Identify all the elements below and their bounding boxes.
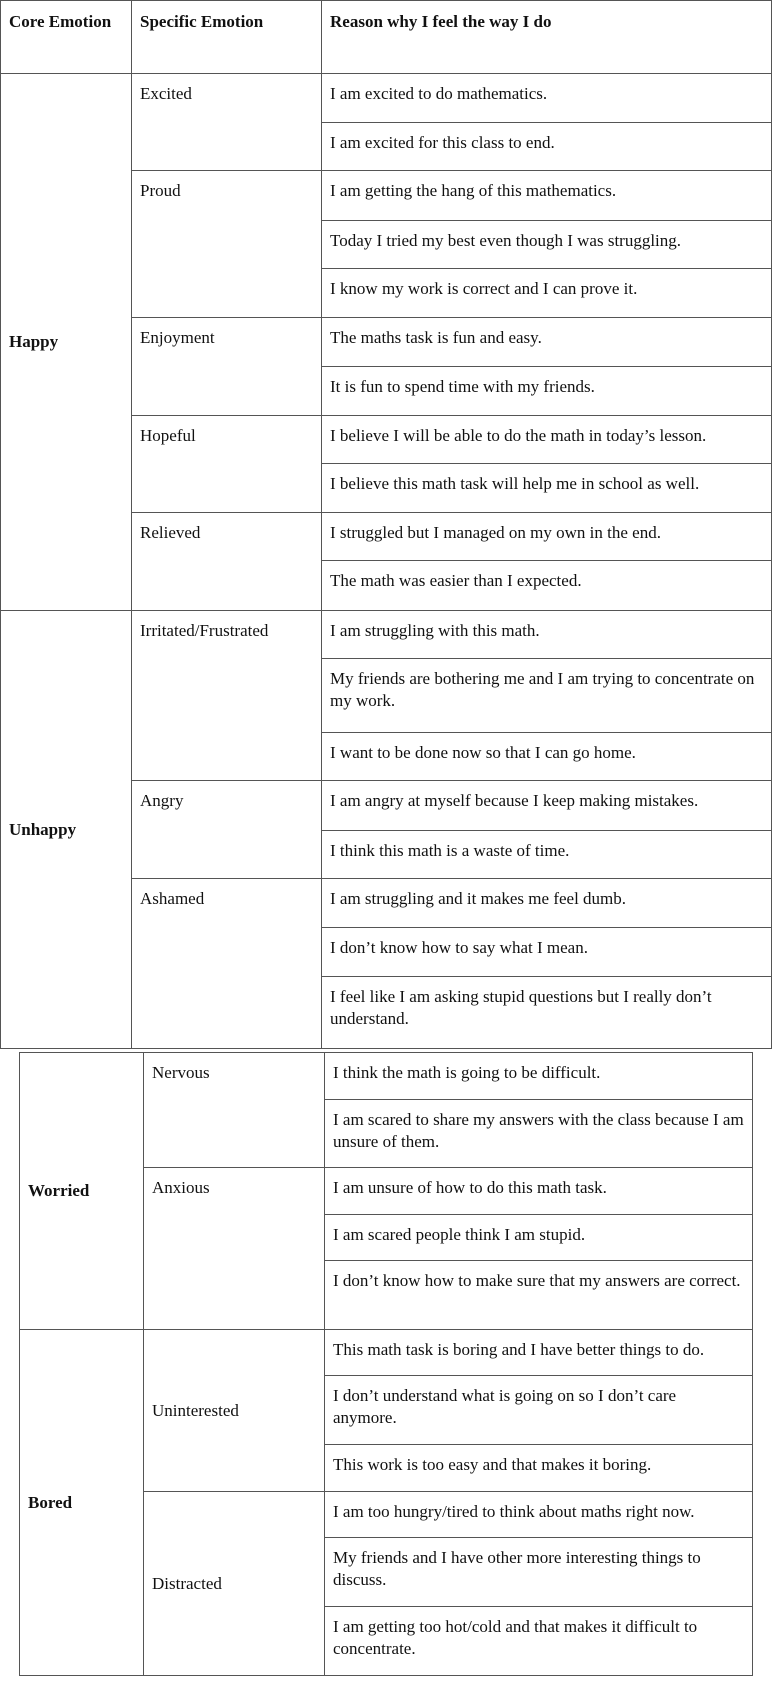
reason-cell: I am scared people think I am stupid. xyxy=(325,1215,753,1261)
reason-cell: I believe this math task will help me in school as well. xyxy=(322,464,772,513)
reason-cell: I am getting too hot/cold and that makes it difficult to concentrate. xyxy=(325,1607,753,1676)
core-emotion-cell: Worried xyxy=(20,1053,144,1330)
reason-cell: I believe I will be able to do the math in today’s lesson. xyxy=(322,416,772,464)
emotions-table-part-2 xyxy=(19,1052,753,1676)
specific-emotion-cell: Uninterested xyxy=(144,1330,325,1492)
header-row xyxy=(1,1,772,74)
specific-emotion-cell: Hopeful xyxy=(132,416,322,513)
reason-cell: I am getting the hang of this mathematics. xyxy=(322,171,772,221)
reason-cell: I am unsure of how to do this math task. xyxy=(325,1168,753,1215)
reason-cell: I know my work is correct and I can prove it. xyxy=(322,269,772,318)
specific-emotion-cell: Nervous xyxy=(144,1053,325,1168)
reason-cell: I am scared to share my answers with the class because I am unsure of them. xyxy=(325,1100,753,1168)
reason-cell: The maths task is fun and easy. xyxy=(322,318,772,367)
header-specific-emotion: Specific Emotion xyxy=(132,1,322,74)
reason-cell: I am excited for this class to end. xyxy=(322,123,772,171)
reason-cell: I don’t know how to say what I mean. xyxy=(322,928,772,977)
reason-cell: I think this math is a waste of time. xyxy=(322,831,772,879)
reason-cell: I struggled but I managed on my own in the end. xyxy=(322,513,772,561)
reason-cell: It is fun to spend time with my friends. xyxy=(322,367,772,416)
reason-cell: My friends are bothering me and I am trying to concentrate on my work. xyxy=(322,659,772,733)
reason-cell: I am struggling with this math. xyxy=(322,611,772,659)
specific-emotion-cell: Enjoyment xyxy=(132,318,322,416)
specific-emotion-cell: Irritated/Frustrated xyxy=(132,611,322,781)
header-reason: Reason why I feel the way I do xyxy=(322,1,772,74)
reason-cell: This math task is boring and I have better things to do. xyxy=(325,1330,753,1376)
reason-cell: I don’t understand what is going on so I don’t care anymore. xyxy=(325,1376,753,1445)
reason-cell: I don’t know how to make sure that my answers are correct. xyxy=(325,1261,753,1330)
core-emotion-cell: Happy xyxy=(1,74,132,611)
reason-cell: Today I tried my best even though I was struggling. xyxy=(322,221,772,269)
core-emotion-cell: Unhappy xyxy=(1,611,132,1049)
specific-emotion-cell: Ashamed xyxy=(132,879,322,1049)
reason-cell: I want to be done now so that I can go home. xyxy=(322,733,772,781)
reason-cell: I feel like I am asking stupid questions but I really don’t understand. xyxy=(322,977,772,1049)
reason-cell: The math was easier than I expected. xyxy=(322,561,772,611)
specific-emotion-cell: Excited xyxy=(132,74,322,171)
core-emotion-cell: Bored xyxy=(20,1330,144,1676)
table-row xyxy=(1,611,772,659)
specific-emotion-cell: Distracted xyxy=(144,1492,325,1676)
table-row xyxy=(20,1053,753,1100)
reason-cell: My friends and I have other more interesting things to discuss. xyxy=(325,1538,753,1607)
specific-emotion-cell: Anxious xyxy=(144,1168,325,1330)
specific-emotion-cell: Relieved xyxy=(132,513,322,611)
specific-emotion-cell: Angry xyxy=(132,781,322,879)
table-row xyxy=(20,1330,753,1376)
reason-cell: This work is too easy and that makes it boring. xyxy=(325,1445,753,1492)
reason-cell: I am excited to do mathematics. xyxy=(322,74,772,123)
reason-cell: I am too hungry/tired to think about maths right now. xyxy=(325,1492,753,1538)
specific-emotion-cell: Proud xyxy=(132,171,322,318)
header-core-emotion: Core Emotion xyxy=(1,1,132,74)
reason-cell: I am angry at myself because I keep making mistakes. xyxy=(322,781,772,831)
reason-cell: I am struggling and it makes me feel dumb. xyxy=(322,879,772,928)
reason-cell: I think the math is going to be difficult. xyxy=(325,1053,753,1100)
table-row xyxy=(1,74,772,123)
